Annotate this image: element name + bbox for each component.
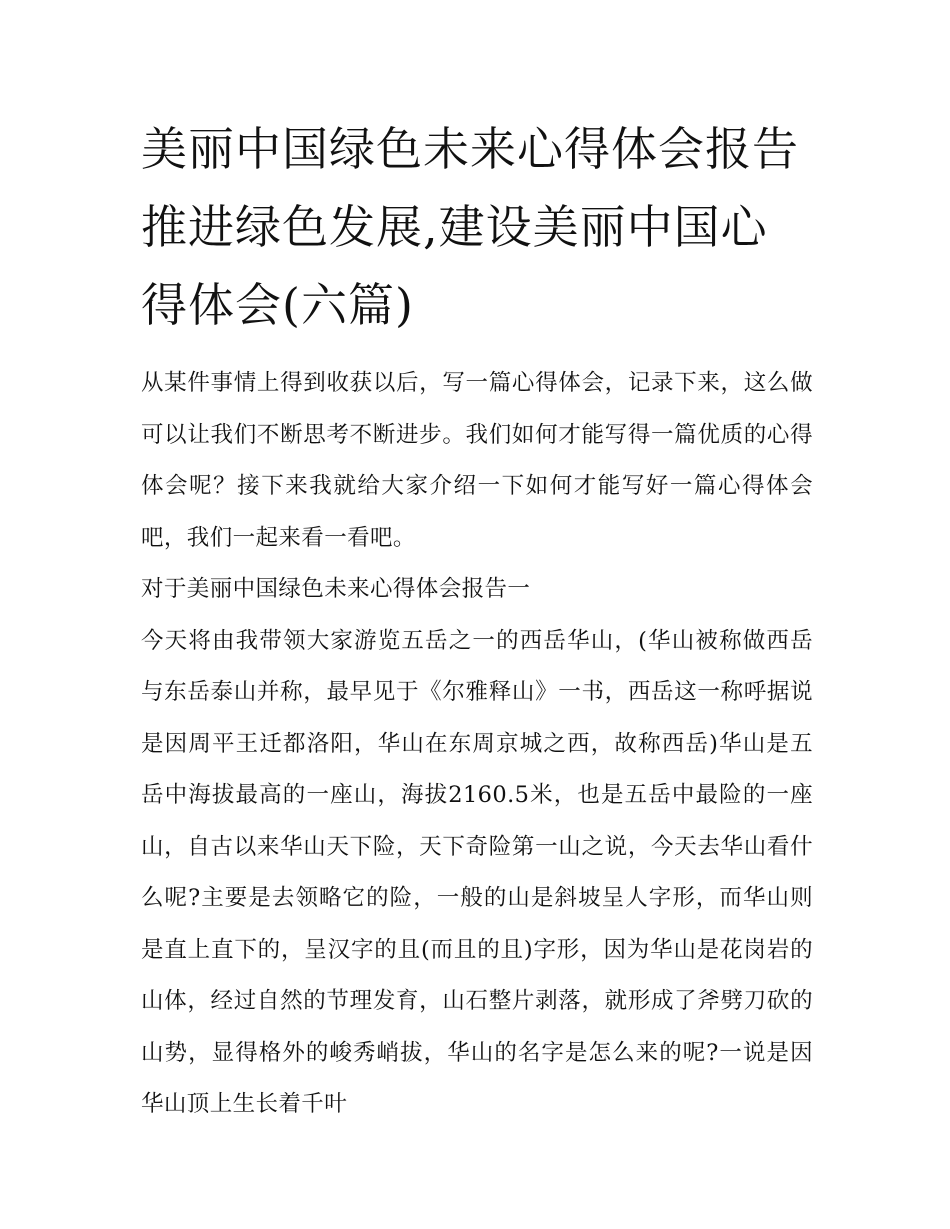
section-body: 今天将由我带领大家游览五岳之一的西岳华山，(华山被称做西岳与东岳泰山并称，最早见于《尔雅释山》一书，西岳这一称呼据说是因周平王迁都洛阳，华山在东周京城之西，故称西岳)华山是五岳中海拔最高的一座山，海拔2160.5米，也是五岳中最险的一座山，自古以来华山天下险，天下奇险第一山之说，今天去华山看什么呢?主要是去领略它的险，一般的山是斜坡呈人字形，而华山则是直上直下的，呈汉字的且(而且的且)字形，因为华山是花岗岩的山体，经过自然的节理发育，山石整片剥落，就形成了斧劈刀砍的山势，显得格外的峻秀峭拔，华山的名字是怎么来的呢?一说是因华山顶上生长着千叶 [141,627,813,1117]
section-heading: 对于美丽中国绿色未来心得体会报告一 [141,576,531,602]
intro-paragraph: 从某件事情上得到收获以后，写一篇心得体会，记录下来，这么做可以让我们不断思考不断进步。我们如何才能写得一篇优质的心得体会呢？接下来我就给大家介绍一下如何才能写好一篇心得体会吧，我们一起来看一看吧。 [141,370,813,551]
document-content [141,110,813,1131]
document-title: 美丽中国绿色未来心得体会报告 推进绿色发展,建设美丽中国心得体会(六篇) [141,122,799,332]
